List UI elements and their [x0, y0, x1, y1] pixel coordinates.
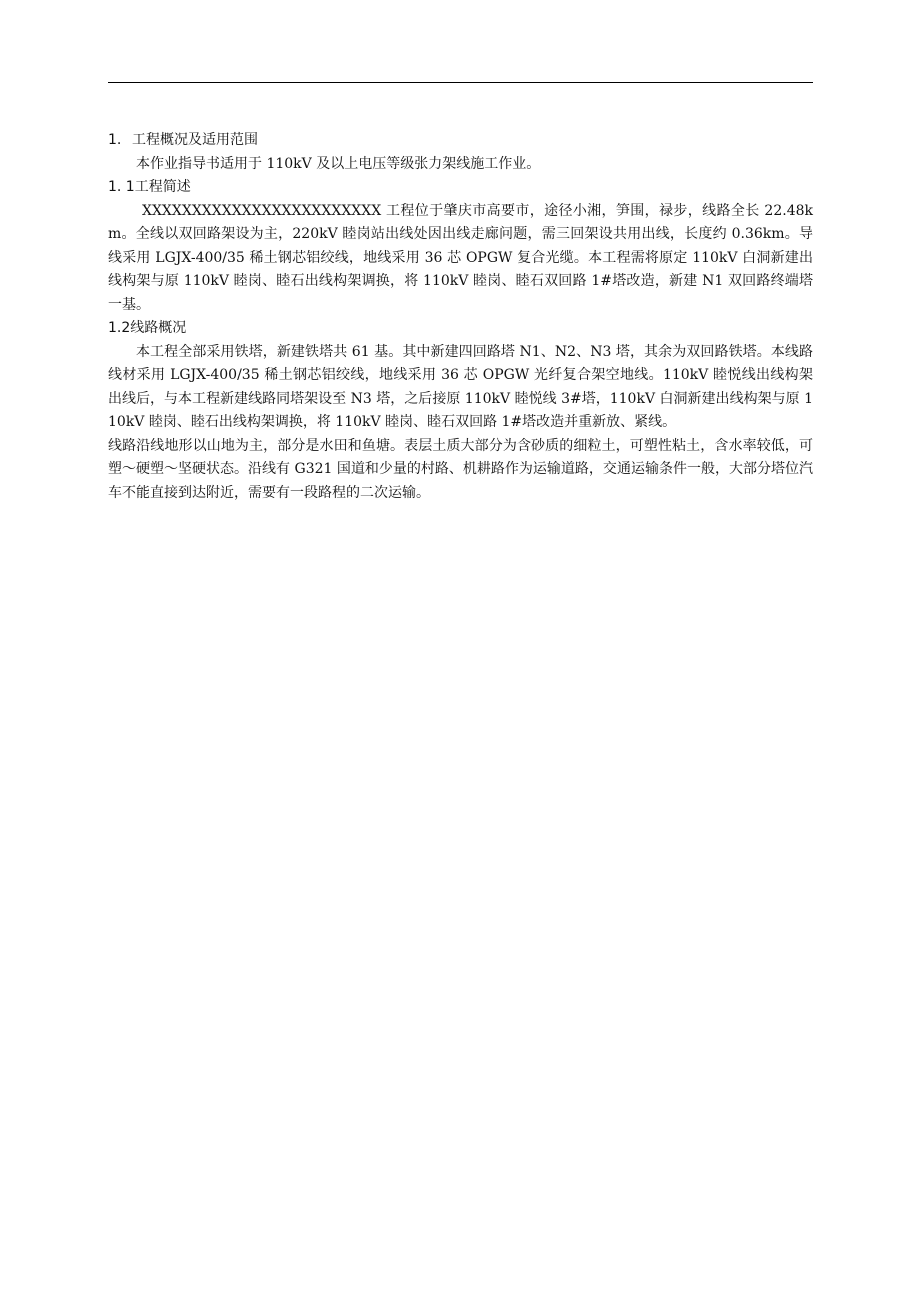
section-1-2-heading — [108, 317, 813, 341]
header-rule — [108, 82, 813, 83]
section-1-number: 1. — [108, 132, 122, 148]
section-1-title: 工程概况及适用范围 — [132, 132, 258, 148]
section-1-1-number: 1. 1 — [108, 179, 135, 195]
section-1-2-title: 线路概况 — [130, 320, 187, 336]
section-1-heading — [108, 129, 813, 153]
section-1-1-heading — [108, 176, 813, 200]
section-1-2-number: 1.2 — [108, 320, 131, 336]
section-1-2-body-1: 本工程全部采用铁塔，新建铁塔共 61 基。其中新建四回路塔 N1、N2、N3 塔，其余为双回路铁塔。本线路线材采用 LGJX-400/35 稀土钢芯铝绞线，地线采用 36 芯 OPGW 光纤复合架空地线。110kV 睦悦线出线构架出线后，与本工程新建线路同塔架设至 N3 塔，之后接原 110kV 睦悦线 3#塔，110kV 白洞新建出线构架与原 110kV 睦岗、睦石出线构架调换，将 110kV 睦岗、睦石双回路 1#塔改造并重新放、紧线。 — [108, 343, 813, 430]
section-1-1-body: XXXXXXXXXXXXXXXXXXXXXXXX 工程位于肇庆市高要市，途径小湘，笋围，禄步，线路全长 22.48km。全线以双回路架设为主，220kV 睦岗站出线处因出线走廊问题，需三回架设共用出线，长度约 0.36km。导线采用 LGJX-400/35 稀土钢芯铝绞线，地线采用 36 芯 OPGW 复合光缆。本工程需将原定 110kV 白洞新建出线构架与原 110kV 睦岗、睦石出线构架调换，将 110kV 睦岗、睦石双回路 1#塔改造，新建 N1 双回路终端塔一基。 — [108, 202, 813, 313]
section-1-intro: 本作业指导书适用于 110kV 及以上电压等级张力架线施工作业。 — [136, 155, 541, 172]
section-1-1-title: 工程简述 — [134, 179, 191, 195]
section-1-2-body-2: 线路沿线地形以山地为主，部分是水田和鱼塘。表层土质大部分为含砂质的细粒土，可塑性粘土，含水率较低，可塑～硬塑～坚硬状态。沿线有 G321 国道和少量的村路、机耕路作为运输道路，交通运输条件一般，大部分塔位汽车不能直接到达附近，需要有一段路程的二次运输。 — [108, 437, 813, 501]
document-body — [108, 129, 813, 505]
